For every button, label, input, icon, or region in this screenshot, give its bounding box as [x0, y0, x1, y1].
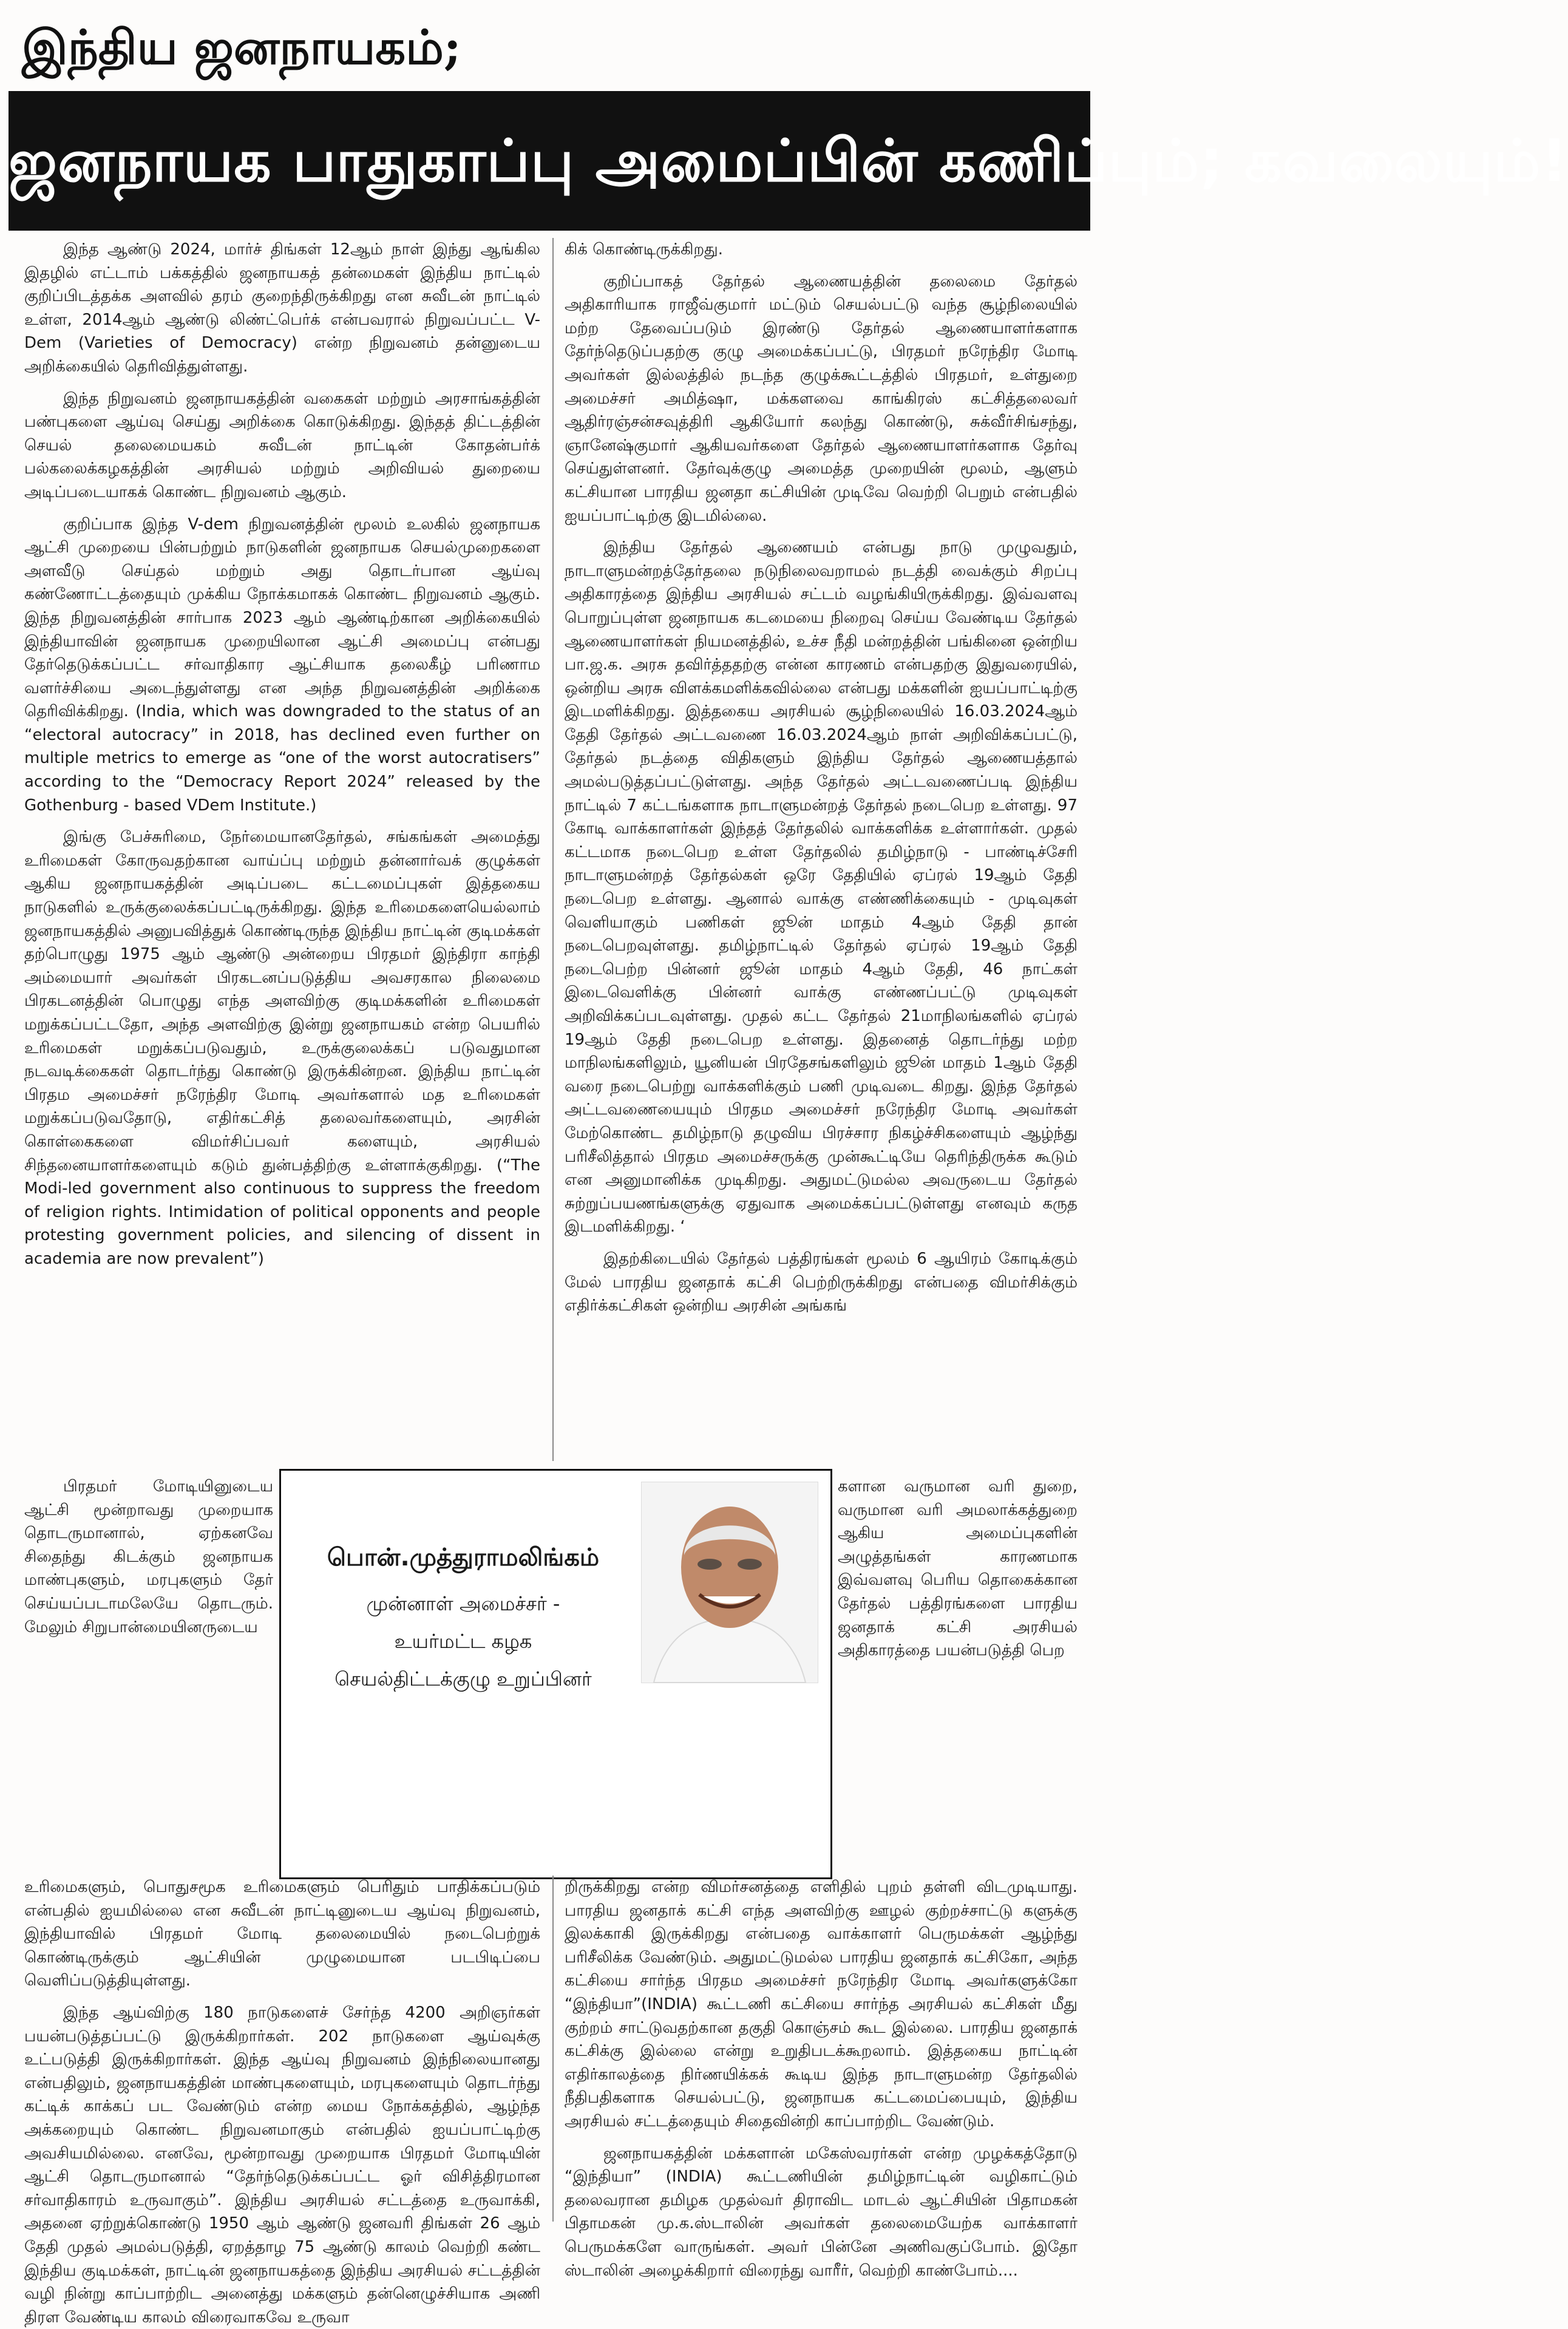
headline: ஜனநாயக பாதுகாப்பு அமைப்பின் கணிப்பும்; கவலையும்!	[8, 91, 1090, 231]
author-box	[279, 1469, 832, 1879]
author-portrait-icon	[642, 1482, 818, 1683]
article-column-right-lower	[838, 1475, 1078, 1876]
article-paragraph: றிருக்கிறது என்ற விமர்சனத்தை எளிதில் புறம் தள்ளி விடமுடியாது. பாரதிய ஜனதாக் கட்சி எந்த அளவிற்கு ஊழல் குற்றச்சாட்டு களுக்கு இலக்காகி இருக்கிறது என்பதை வாக்காளர் பெருமக்கள் ஆழ்ந்து பரிசீலிக்க வேண்டும். அதுமட்டுமல்ல பாரதிய ஜனதாக் கட்சிகோ, அந்த கட்சியை சார்ந்த பிரதம அமைச்சர் நரேந்திர மோடி அவர்களுக்கோ “இந்தியா”(INDIA) கூட்டணி கட்சியை சார்ந்த அரசியல் கட்சிகள் மீது குற்றம் சாட்டுவதற்கான தகுதி கொஞ்சம் கூட இல்லை. பாரதிய ஜனதாக் கட்சிக்கு இல்லை என்று உறுதிபடக்கூறலாம். இத்தகைய நாட்டின் எதிர்காலத்தை நிர்ணயிக்கக் கூடிய இந்த நாடாளுமன்ற தேர்தலில் நீதிபதிகளாக செயல்பட்டு, ஜனநாயக கட்டமைப்பையும், இந்திய அரசியல் சட்டத்தையும் சிதைவின்றி காப்பாற்றிட வேண்டும்.	[565, 1878, 1078, 2131]
article-column-left-lower	[24, 1475, 273, 1876]
page-title: இந்திய ஜனநாயகம்;	[22, 20, 461, 75]
article-paragraph: கிக் கொண்டிருக்கிறது.	[565, 240, 723, 259]
article-paragraph: உரிமைகளும், பொதுசமூக உரிமைகளும் பெரிதும் பாதிக்கப்படும் என்பதில் ஐயமில்லை என சுவீடன் நாட்டினுடைய ஆய்வு நிறுவனம், இந்தியாவில் பிரதமர் மோடி தலைமையில் நடைபெற்றுக் கொண்டிருக்கும் ஆட்சியின் முழுமையான படபிடிப்பை வெளிப்படுத்தியுள்ளது.	[24, 1878, 540, 1990]
article-paragraph: குறிப்பாக இந்த V-dem நிறுவனத்தின் மூலம் உலகில் ஜனநாயக ஆட்சி முறையை பின்பற்றும் நாடுகளின் ஜனநாயக செயல்முறைகளை அளவீடு செய்தல் மற்றும் அது தொடர்பான ஆய்வு கண்ணோட்டத்தையும் முக்கிய நோக்கமாகக் கொண்ட நிறுவனம் ஆகும். இந்த நிறுவனத்தின் சார்பாக 2023 ஆம் ஆண்டிற்கான அறிக்கையில் இந்தியாவின் ஜனநாயக முறையிலான ஆட்சி அமைப்பு என்பது தேர்தெடுக்கப்பட்ட சர்வாதிகார ஆட்சியாக தலைகீழ் பரிணாம வளர்ச்சியை அடைந்துள்ளது என அந்த நிறுவனத்தின் அறிக்கை தெரிவிக்கிறது. (India, which was downgraded to the status of an “electoral autocracy” in 2018, has declined even further on multiple metrics to emerge as “one of the worst autocratisers” according to the “Democracy Report 2024” released by the Gothenburg - based VDem Institute.)	[24, 515, 540, 815]
author-photo	[641, 1482, 818, 1683]
article-paragraph: பிரதமர் மோடியினுடைய ஆட்சி மூன்றாவது முறையாக தொடருமானால், ஏற்கனவே சிதைந்து கிடக்கும் ஜனநாயக மாண்புகளும், மரபுகளும் தேர் செய்யப்படாமலேயே தொடரும். மேலும் சிறுபான்மையினருடைய	[24, 1477, 273, 1636]
article-paragraph: இந்த ஆண்டு 2024, மார்ச் திங்கள் 12ஆம் நாள் இந்து ஆங்கில இதழில் எட்டாம் பக்கத்தில் ஜனநாயகத் தன்மைகள் இந்திய நாட்டில் குறிப்பிடத்தக்க அளவில் தரம் குறைந்திருக்கிறது என சுவீடன் நாட்டில் உள்ள, 2014ஆம் ஆண்டு லிண்ட்பெர்க் என்பவரால் நிறுவப்பட்ட V-Dem (Varieties of Democracy) என்ற நிறுவனம் தன்னுடைய அறிக்கையில் தெரிவித்துள்ளது.	[24, 240, 540, 376]
article-paragraph: களான வருமான வரி துறை, வருமான வரி அமலாக்கத்துறை ஆகிய அமைப்புகளின் அழுத்தங்கள் காரணமாக இவ்வளவு பெரிய தொகைக்கான தேர்தல் பத்திரங்களை பாரதிய ஜனதாக் கட்சி அரசியல் அதிகாரத்தை பயன்படுத்தி பெற	[838, 1477, 1078, 1660]
article-paragraph: இந்த ஆய்விற்கு 180 நாடுகளைச் சேர்ந்த 4200 அறிஞர்கள் பயன்படுத்தப்பட்டு இருக்கிறார்கள். 202 நாடுகளை ஆய்வுக்கு உட்படுத்தி இருக்கிறார்கள். இந்த ஆய்வு நிறுவனம் இந்நிலையானது என்பதிலும், ஜனநாயகத்தின் மாண்புகளையும், மரபுகளையும் தொடர்ந்து கட்டிக் காக்கப் பட வேண்டும் என்ற மைய நோக்கத்தில், ஆழ்ந்த அக்கறையும் கொண்ட நிறுவனமாகும் என்பதில் ஐயப்பாட்டிற்கு அவசியமில்லை. எனவே, மூன்றாவது முறையாக பிரதமர் மோடியின் ஆட்சி தொடருமானால் “தேர்ந்தெடுக்கப்பட்ட ஓர் விசித்திரமான சர்வாதிகாரம் உருவாகும்”. இந்திய அரசியல் சட்டத்தை உருவாக்கி, அதனை ஏற்றுக்கொண்டு 1950 ஆம் ஆண்டு ஜனவரி திங்கள் 26 ஆம் தேதி முதல் அமல்படுத்தி, ஏறத்தாழ 75 ஆண்டு காலம் வெற்றி கண்ட இந்திய குடிமக்கள், நாட்டின் ஜனநாயகத்தை இந்திய அரசியல் சட்டத்தின் வழி நின்று காப்பாற்றிட அனைத்து மக்களும் தன்னெழுச்சியாக அணி திரள வேண்டிய காலம் விரைவாகவே உருவா	[24, 2003, 540, 2327]
column-divider	[552, 1876, 554, 2222]
article-paragraph: இங்கு பேச்சுரிமை, நேர்மையானதேர்தல், சங்கங்கள் அமைத்து உரிமைகள் கோருவதற்கான வாய்ப்பு மற்றும் தன்னார்வக் குழுக்கள் ஆகிய ஜனநாயகத்தின் அடிப்படை கட்டமைப்புகள் இத்தகைய நாடுகளில் உருக்குலைக்கப்பட்டிருக்கிறது. இந்த உரிமைகளையெல்லாம் ஜனநாயகத்தில் அனுபவித்துக் கொண்டிருந்த இந்திய நாட்டின் குடிமக்கள் தற்பொழுது 1975 ஆம் ஆண்டு அன்றைய பிரதமர் இந்திரா காந்தி அம்மையார் அவர்கள் பிரகடனப்படுத்திய அவசரகால நிலைமை பிரகடனத்தின் பொழுது எந்த அளவிற்கு குடிமக்களின் உரிமைகள் மறுக்கப்பட்டதோ, அந்த அளவிற்கு இன்று ஜனநாயகம் என்ற பெயரில் உரிமைகள் மறுக்கப்படுவதும், உருக்குலைக்கப் படுவதுமான நடவடிக்கைகள் தொடர்ந்து கொண்டு இருக்கின்றன. இந்திய நாட்டின் பிரதம அமைச்சர் நரேந்திர மோடி அவர்களால் மத உரிமைகள் மறுக்கப்படுவதோடு, எதிர்கட்சித் தலைவர்களையும், அரசின் கொள்கைகளை விமர்சிப்பவர் களையும், அரசியல் சிந்தனையாளர்களையும் கடும் துன்பத்திற்கு உள்ளாக்குகிறது. (“The Modi-led government also continuous to suppress the freedom of religion rights. Intimidation of political opponents and people protesting government policies, and silencing of dissent in academia are now prevalent”)	[24, 828, 540, 1268]
author-name: பொன்.முத்துராமலிங்கம்	[327, 1544, 600, 1571]
article-column-right	[565, 238, 1078, 1461]
column-divider	[552, 238, 554, 1461]
article-column-left	[24, 238, 540, 1461]
author-role: முன்னாள் அமைச்சர் -	[366, 1592, 560, 1615]
article-paragraph: இந்திய தேர்தல் ஆணையம் என்பது நாடு முழுவதும், நாடாளுமன்றத்தேர்தலை நடுநிலைவறாமல் நடத்தி வைக்கும் சிறப்பு அதிகாரத்தை இந்திய அரசியல் சட்டம் வழங்கியிருக்கிறது. இவ்வளவு பொறுப்புள்ள ஜனநாயக கடமையை நிறைவு செய்ய வேண்டிய தேர்தல் ஆணையாளர்கள் நியமனத்தில், உச்ச நீதி மன்றத்தின் பங்கினை ஒன்றிய பா.ஜ.க. அரசு தவிர்த்ததற்கு என்ன காரணம் என்பதற்கு இதுவரையில், ஒன்றிய அரசு விளக்கமளிக்கவில்லை என்பது மக்களின் ஐயப்பாட்டிற்கு இடமளிக்கிறது. இத்தகைய அரசியல் சூழ்நிலையில் 16.03.2024ஆம் தேதி தேர்தல் அட்டவணை 16.03.2024ஆம் நாள் அறிவிக்கப்பட்டு, தேர்தல் நடத்தை விதிகளும் இந்திய தேர்தல் ஆணையத்தால் அமல்படுத்தப்பட்டுள்ளது. அந்த தேர்தல் அட்டவணைப்படி இந்திய நாட்டில் 7 கட்டங்களாக நாடாளுமன்றத் தேர்தல் நடைபெற உள்ளது. 97 கோடி வாக்காளர்கள் இந்தத் தேர்தலில் வாக்களிக்க உள்ளார்கள். முதல் கட்டமாக நடைபெற உள்ள தேர்தலில் தமிழ்நாடு - பாண்டிச்சேரி நாடாளுமன்றத் தேர்தல்கள் ஒரே தேதியில் ஏப்ரல் 19ஆம் தேதி நடைபெற உள்ளது. ஆனால் வாக்கு எண்ணிக்கையும் - முடிவுகள் வெளியாகும் பணிகள் ஜூன் மாதம் 4ஆம் தேதி தான் நடைபெறவுள்ளது. தமிழ்நாட்டில் தேர்தல் ஏப்ரல் 19ஆம் தேதி நடைபெற்ற பின்னர் ஜூன் மாதம் 4ஆம் தேதி, 46 நாட்கள் இடைவெளிக்கு பின்னர் வாக்கு எண்ணப்பட்டு முடிவுகள் அறிவிக்கப்படவுள்ளது. முதல் கட்ட தேர்தல் 21மாநிலங்களில் ஏப்ரல் 19ஆம் தேதி நடைபெற உள்ளது. இதனைத் தொடர்ந்து மற்ற மாநிலங்களிலும், யூனியன் பிரதேசங்களிலும் ஜூன் மாதம் 1ஆம் தேதி வரை நடைபெற்று வாக்களிக்கும் பணி முடிவடை கிறது. இந்த தேர்தல் அட்டவணையையும் பிரதம அமைச்சர் நரேந்திர மோடி அவர்கள் மேற்கொண்ட தமிழ்நாடு தழுவிய பிரச்சார நிகழ்ச்சிகளையும் ஆழ்ந்து பரிசீலித்தால் பிரதம அமைச்சருக்கு முன்கூட்டியே தெரிந்திருக்க கூடும் என அனுமானிக்க முடிகிறது. அதுமட்டுமல்ல அவருடைய தேர்தல் சுற்றுப்பயணங்களுக்கு ஏதுவாக அமைக்கப்பட்டுள்ளது எனவும் கருத இடமளிக்கிறது. ‘	[565, 538, 1078, 1236]
article-paragraph: ஜனநாயகத்தின் மக்களான் மகேஸ்வரர்கள் என்ற முழக்கத்தோடு “இந்தியா” (INDIA) கூட்டணியின் தமிழ்நாட்டின் வழிகாட்டும் தலைவரான தமிழக முதல்வர் திராவிட மாடல் ஆட்சியின் பிதாமகன் பிதாமகன் மு.க.ஸ்டாலின் அவர்கள் தலைமையேற்க வாக்காளர் பெருமக்களே வாருங்கள். அவர் பின்னே அணிவகுப்போம். இதோ ஸ்டாலின் அழைக்கிறார் விரைந்து வாரீர், வெற்றி காண்போம்....	[565, 2144, 1078, 2280]
author-role: செயல்திட்டக்குழு உறுப்பினர்	[334, 1667, 592, 1690]
article-paragraph: இந்த நிறுவனம் ஜனநாயகத்தின் வகைகள் மற்றும் அரசாங்கத்தின் பண்புகளை ஆய்வு செய்து அறிக்கை கொடுக்கிறது. இந்தத் திட்டத்தின் செயல் தலைமையகம் சுவீடன் நாட்டின் கோதன்பர்க் பல்கலைக்கழகத்தின் அரசியல் மற்றும் அறிவியல் துறையை அடிப்படையாகக் கொண்ட நிறுவனம் ஆகும்.	[24, 389, 540, 501]
article-column-bottom-right	[565, 1876, 1078, 2280]
author-role: உயர்மட்ட கழக	[394, 1630, 532, 1653]
article-paragraph: இதற்கிடையில் தேர்தல் பத்திரங்கள் மூலம் 6 ஆயிரம் கோடிக்கும் மேல் பாரதிய ஜனதாக் கட்சி பெற்றிருக்கிறது என்பதை விமர்சிக்கும் எதிர்க்கட்சிகள் ஒன்றிய அரசின் அங்கங்	[565, 1249, 1078, 1315]
article-column-bottom-left	[24, 1876, 540, 2327]
article-paragraph: குறிப்பாகத் தேர்தல் ஆணையத்தின் தலைமை தேர்தல் அதிகாரியாக ராஜீவ்குமார் மட்டும் செயல்பட்டு வந்த சூழ்நிலையில் மற்ற தேவைப்படும் இரண்டு தேர்தல் ஆணையாளர்களாக தேர்ந்தெடுப்பதற்கு குழு அமைக்கப்பட்டு, பிரதமர் நரேந்திர மோடி அவர்கள் இல்லத்தில் நடந்த குழுக்கூட்டத்தில் பிரதமர், உள்துறை அமைச்சர் அமித்ஷா, மக்களவை காங்கிரஸ் கட்சித்தலைவர் ஆதிர்ரஞ்சன்சவுத்திரி ஆகியோர் கலந்து கொண்டு, சுக்வீர்சிங்சந்து, ஞானேஷ்குமார் ஆகியவர்களை தேர்தல் ஆணையாளர்களாக தேர்வு செய்துள்ளனர். தேர்வுக்குழு அமைத்த முறையின் மூலம், ஆளும் கட்சியான பாரதிய ஜனதா கட்சியின் முடிவே வெற்றி பெறும் என்பதில் ஐயப்பாட்டிற்கு இடமில்லை.	[565, 272, 1078, 525]
